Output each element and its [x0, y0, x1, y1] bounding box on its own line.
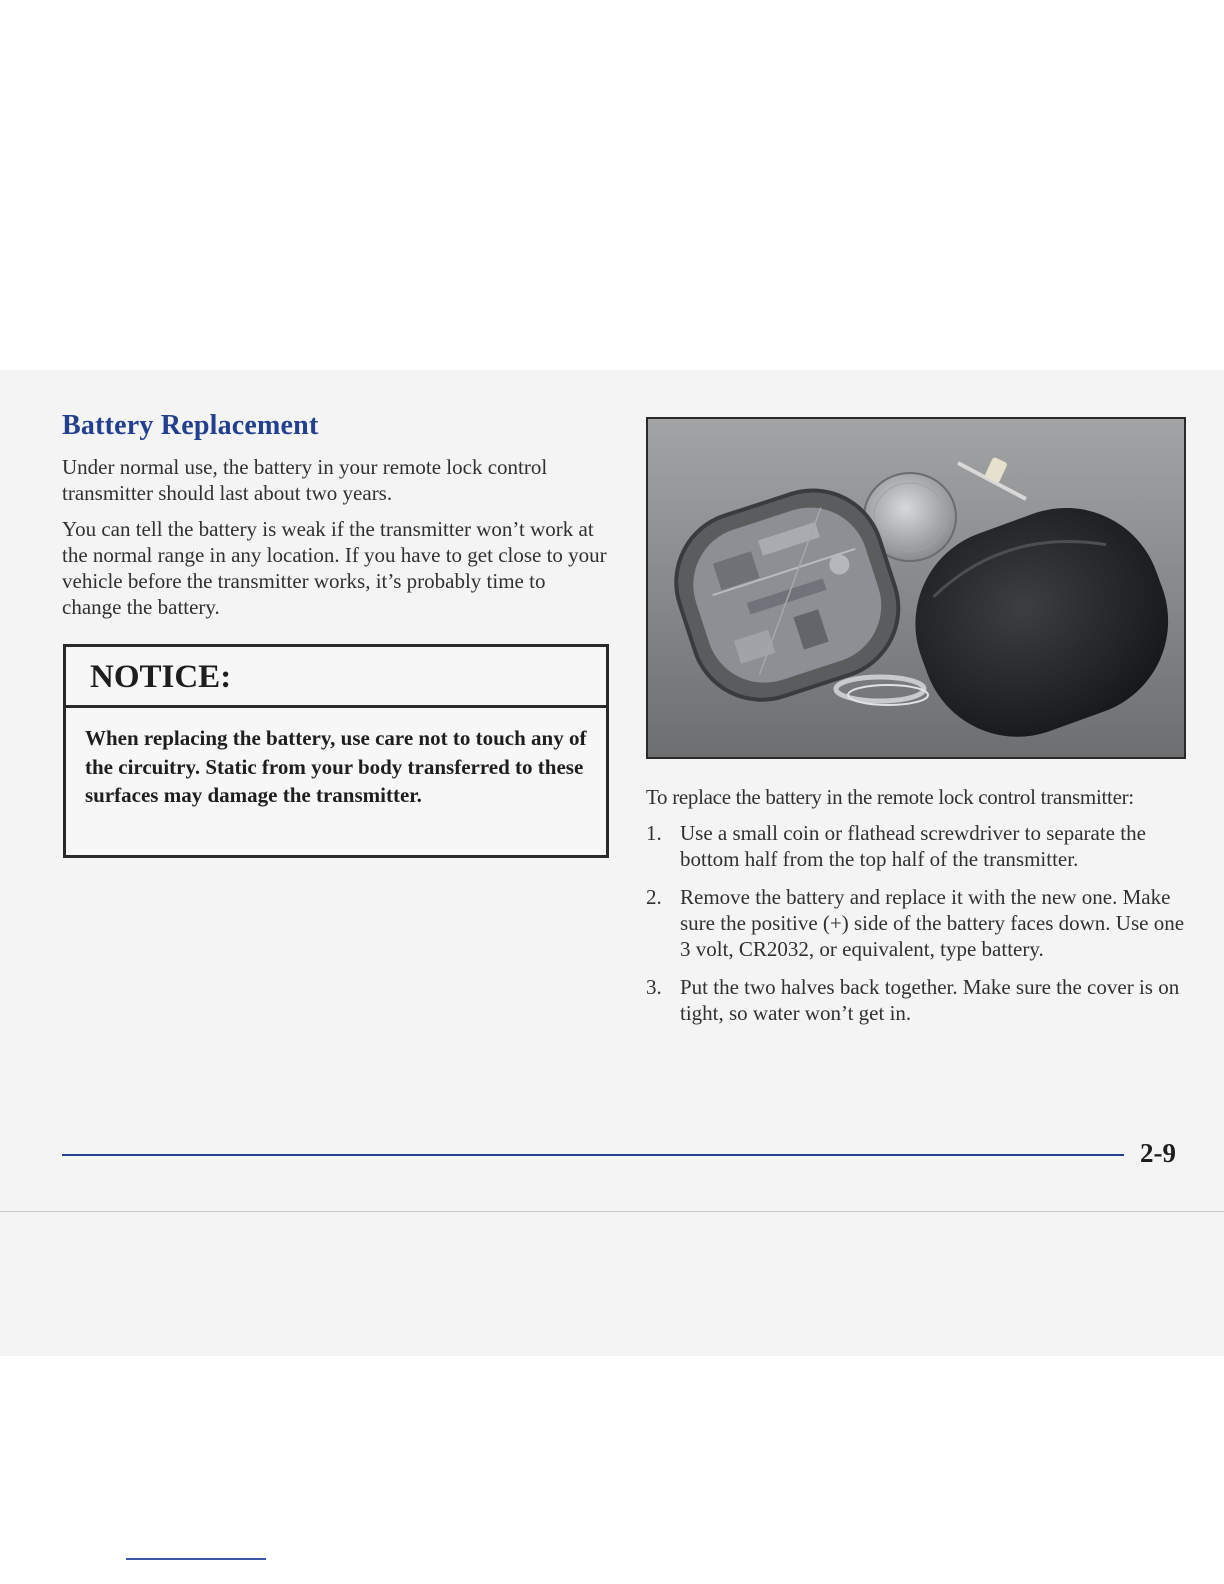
- intro-paragraph: Under normal use, the battery in your remote lock control transmitter should last about two years.: [62, 455, 548, 505]
- step-number: 3.: [646, 975, 662, 999]
- step-text: Use a small coin or flathead screwdriver to separate the bottom half from the top half of the transmitter.: [680, 821, 1146, 871]
- instruction-steps: [646, 820, 1186, 1038]
- list-item: [646, 884, 1186, 962]
- step-text: Remove the battery and replace it with the new one. Make sure the positive (+) side of the battery faces down. Use one 3 volt, CR2032, or equivalent, type battery.: [680, 885, 1185, 961]
- step-text: Put the two halves back together. Make sure the cover is on tight, so water won’t get in.: [680, 975, 1180, 1025]
- list-item: [646, 820, 1186, 872]
- notice-body: When replacing the battery, use care not to touch any of the circuitry. Static from your body transferred to these surfaces may damage the transmitter.: [85, 726, 587, 807]
- weak-battery-paragraph: You can tell the battery is weak if the transmitter won’t work at the normal range in any location. If you have to get close to your vehicle before the transmitter works, it’s probably time to change the battery.: [62, 517, 607, 619]
- transmitter-illustration: [648, 419, 1184, 757]
- instructions-intro: To replace the battery in the remote lock control transmitter:: [646, 785, 1134, 809]
- section-heading: Battery Replacement: [62, 410, 319, 441]
- page-number: 2-9: [1140, 1138, 1176, 1168]
- notice-box: [63, 644, 609, 858]
- list-item: [646, 974, 1186, 1026]
- corner-divider: [126, 1558, 266, 1560]
- footer-rule: [62, 1154, 1124, 1156]
- page-bottom-divider: [0, 1211, 1224, 1212]
- transmitter-photo: [646, 417, 1186, 759]
- notice-heading: NOTICE:: [66, 647, 606, 708]
- step-number: 1.: [646, 821, 662, 845]
- step-number: 2.: [646, 885, 662, 909]
